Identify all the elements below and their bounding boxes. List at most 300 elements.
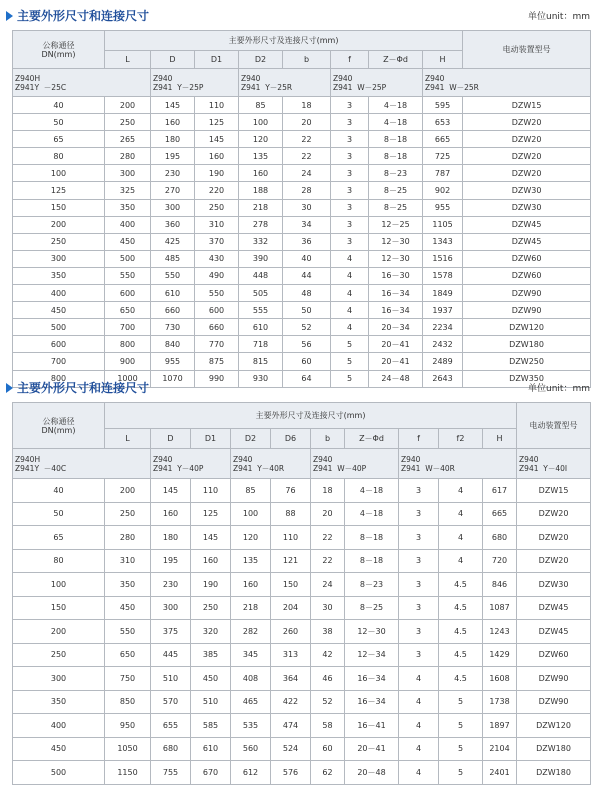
value-cell: 34 <box>283 216 331 233</box>
value-cell: 230 <box>151 573 191 597</box>
actuator-model-cell: DZW30 <box>517 573 591 597</box>
value-cell: 2432 <box>423 336 463 353</box>
value-cell: 310 <box>195 216 239 233</box>
value-cell: 56 <box>283 336 331 353</box>
value-cell: 12－30 <box>369 233 423 250</box>
value-cell: 505 <box>239 285 283 302</box>
value-cell: 120 <box>239 131 283 148</box>
model-label: Z940 Z941 Y－40P <box>151 449 231 479</box>
model-label: Z940H Z941Y －40C <box>13 449 151 479</box>
value-cell: 3 <box>399 526 439 550</box>
table-row <box>13 114 591 131</box>
value-cell: 474 <box>271 714 311 738</box>
value-cell: 5 <box>439 737 483 761</box>
value-cell: 8－18 <box>345 526 399 550</box>
value-cell: 2234 <box>423 319 463 336</box>
dn-cell: 40 <box>13 97 105 114</box>
actuator-model-cell: DZW60 <box>463 267 591 284</box>
dn-cell: 400 <box>13 714 105 738</box>
value-cell: 450 <box>105 596 151 620</box>
value-cell: 125 <box>191 502 231 526</box>
value-cell: 612 <box>231 761 271 785</box>
table-row <box>13 761 591 785</box>
actuator-model-cell: DZW45 <box>517 620 591 644</box>
value-cell: 750 <box>105 667 151 691</box>
dn-cell: 150 <box>13 596 105 620</box>
model-label: Z940H Z941Y －25C <box>13 69 151 97</box>
value-cell: 52 <box>283 319 331 336</box>
value-cell: 12－34 <box>345 643 399 667</box>
column-header: D2 <box>239 51 283 69</box>
value-cell: 58 <box>311 714 345 738</box>
table-row <box>13 714 591 738</box>
dn-cell: 600 <box>13 336 105 353</box>
value-cell: 720 <box>483 549 517 573</box>
dn-cell: 800 <box>13 370 105 387</box>
value-cell: 280 <box>105 526 151 550</box>
value-cell: 20－41 <box>369 336 423 353</box>
value-cell: 250 <box>195 199 239 216</box>
value-cell: 250 <box>105 502 151 526</box>
value-cell: 62 <box>311 761 345 785</box>
value-cell: 8－18 <box>345 549 399 573</box>
column-header: Z－Φd <box>345 429 399 449</box>
value-cell: 4 <box>439 526 483 550</box>
dn-cell: 100 <box>13 165 105 182</box>
value-cell: 660 <box>195 319 239 336</box>
value-cell: 160 <box>195 148 239 165</box>
value-cell: 1050 <box>105 737 151 761</box>
triangle-bullet-icon <box>6 383 13 393</box>
value-cell: 3 <box>331 97 369 114</box>
value-cell: 8－25 <box>369 182 423 199</box>
value-cell: 535 <box>231 714 271 738</box>
value-cell: 12－30 <box>345 620 399 644</box>
value-cell: 360 <box>151 216 195 233</box>
value-cell: 665 <box>483 502 517 526</box>
value-cell: 64 <box>283 370 331 387</box>
value-cell: 680 <box>483 526 517 550</box>
value-cell: 20－41 <box>345 737 399 761</box>
value-cell: 44 <box>283 267 331 284</box>
value-cell: 24 <box>311 573 345 597</box>
value-cell: 180 <box>151 131 195 148</box>
section1-title-text: 主要外形尺寸和连接尺寸 <box>17 9 150 23</box>
value-cell: 430 <box>195 250 239 267</box>
table-row <box>13 302 591 319</box>
value-cell: 510 <box>151 667 191 691</box>
value-cell: 3 <box>399 596 439 620</box>
value-cell: 4 <box>399 761 439 785</box>
value-cell: 595 <box>423 97 463 114</box>
value-cell: 310 <box>105 549 151 573</box>
value-cell: 465 <box>231 690 271 714</box>
column-header: D6 <box>271 429 311 449</box>
column-header: H <box>423 51 463 69</box>
value-cell: 1516 <box>423 250 463 267</box>
column-header: L <box>105 51 151 69</box>
value-cell: 8－23 <box>345 573 399 597</box>
value-cell: 195 <box>151 148 195 165</box>
value-cell: 800 <box>105 336 151 353</box>
value-cell: 755 <box>151 761 191 785</box>
value-cell: 3 <box>331 216 369 233</box>
value-cell: 524 <box>271 737 311 761</box>
value-cell: 385 <box>191 643 231 667</box>
table-row <box>13 667 591 691</box>
value-cell: 4.5 <box>439 596 483 620</box>
value-cell: 85 <box>231 479 271 503</box>
actuator-model-cell: DZW180 <box>463 336 591 353</box>
value-cell: 846 <box>483 573 517 597</box>
value-cell: 730 <box>151 319 195 336</box>
value-cell: 320 <box>191 620 231 644</box>
value-cell: 150 <box>271 573 311 597</box>
value-cell: 22 <box>283 131 331 148</box>
section1-title <box>6 7 149 24</box>
value-cell: 448 <box>239 267 283 284</box>
value-cell: 4 <box>439 502 483 526</box>
dimension-group-header: 主要外形尺寸及连接尺寸(mm) <box>105 31 463 51</box>
value-cell: 2489 <box>423 353 463 370</box>
value-cell: 200 <box>105 479 151 503</box>
value-cell: 725 <box>423 148 463 165</box>
value-cell: 38 <box>311 620 345 644</box>
value-cell: 5 <box>439 761 483 785</box>
value-cell: 950 <box>105 714 151 738</box>
value-cell: 770 <box>195 336 239 353</box>
value-cell: 408 <box>231 667 271 691</box>
table-row <box>13 737 591 761</box>
value-cell: 1849 <box>423 285 463 302</box>
column-header: D <box>151 429 191 449</box>
value-cell: 650 <box>105 643 151 667</box>
column-header: f <box>399 429 439 449</box>
value-cell: 160 <box>239 165 283 182</box>
value-cell: 180 <box>151 526 191 550</box>
dn-cell: 500 <box>13 319 105 336</box>
value-cell: 450 <box>191 667 231 691</box>
value-cell: 190 <box>191 573 231 597</box>
dn-cell: 250 <box>13 643 105 667</box>
column-header: b <box>283 51 331 69</box>
column-header: b <box>311 429 345 449</box>
value-cell: 3 <box>399 502 439 526</box>
value-cell: 1897 <box>483 714 517 738</box>
value-cell: 990 <box>195 370 239 387</box>
value-cell: 270 <box>151 182 195 199</box>
dn-cell: 350 <box>13 690 105 714</box>
value-cell: 4 <box>331 302 369 319</box>
value-cell: 36 <box>283 233 331 250</box>
dimension-table-pn25 <box>12 30 591 388</box>
value-cell: 280 <box>105 148 151 165</box>
value-cell: 110 <box>191 479 231 503</box>
value-cell: 190 <box>195 165 239 182</box>
value-cell: 220 <box>195 182 239 199</box>
model-label: Z940 Z941 Y－25P <box>151 69 239 97</box>
value-cell: 4 <box>399 737 439 761</box>
value-cell: 46 <box>311 667 345 691</box>
value-cell: 718 <box>239 336 283 353</box>
model-label: Z940 Z941 W－40P <box>311 449 399 479</box>
actuator-model-header: 电动装置型号 <box>517 403 591 449</box>
value-cell: 3 <box>331 148 369 165</box>
value-cell: 1429 <box>483 643 517 667</box>
dimension-table-pn40 <box>12 402 591 785</box>
value-cell: 16－41 <box>345 714 399 738</box>
value-cell: 3 <box>331 233 369 250</box>
value-cell: 52 <box>311 690 345 714</box>
section2-unit: 单位unit：mm <box>528 384 590 394</box>
actuator-model-cell: DZW20 <box>463 114 591 131</box>
dn-cell: 200 <box>13 216 105 233</box>
model-label: Z940 Z941 W－25R <box>423 69 591 97</box>
value-cell: 20－41 <box>369 353 423 370</box>
value-cell: 3 <box>331 182 369 199</box>
value-cell: 5 <box>439 690 483 714</box>
actuator-model-cell: DZW120 <box>517 714 591 738</box>
value-cell: 1000 <box>105 370 151 387</box>
value-cell: 135 <box>239 148 283 165</box>
value-cell: 48 <box>283 285 331 302</box>
dn-cell: 400 <box>13 285 105 302</box>
value-cell: 4.5 <box>439 643 483 667</box>
dn-cell: 500 <box>13 761 105 785</box>
value-cell: 76 <box>271 479 311 503</box>
value-cell: 370 <box>195 233 239 250</box>
value-cell: 145 <box>151 97 195 114</box>
dn-cell: 200 <box>13 620 105 644</box>
value-cell: 3 <box>399 549 439 573</box>
value-cell: 260 <box>271 620 311 644</box>
column-header: H <box>483 429 517 449</box>
table-row <box>13 573 591 597</box>
value-cell: 8－25 <box>345 596 399 620</box>
value-cell: 230 <box>151 165 195 182</box>
dn-cell: 65 <box>13 131 105 148</box>
actuator-model-cell: DZW45 <box>517 596 591 620</box>
dn-header: 公称通径 DN(mm) <box>13 31 105 69</box>
value-cell: 840 <box>151 336 195 353</box>
value-cell: 22 <box>311 549 345 573</box>
column-header: f <box>331 51 369 69</box>
value-cell: 218 <box>231 596 271 620</box>
value-cell: 670 <box>191 761 231 785</box>
value-cell: 650 <box>105 302 151 319</box>
value-cell: 4 <box>399 667 439 691</box>
value-cell: 125 <box>195 114 239 131</box>
value-cell: 2401 <box>483 761 517 785</box>
column-header: D1 <box>195 51 239 69</box>
value-cell: 204 <box>271 596 311 620</box>
actuator-model-header: 电动装置型号 <box>463 31 591 69</box>
value-cell: 500 <box>105 250 151 267</box>
value-cell: 24 <box>283 165 331 182</box>
value-cell: 665 <box>423 131 463 148</box>
value-cell: 850 <box>105 690 151 714</box>
value-cell: 1937 <box>423 302 463 319</box>
value-cell: 300 <box>105 165 151 182</box>
value-cell: 100 <box>239 114 283 131</box>
value-cell: 610 <box>151 285 195 302</box>
value-cell: 3 <box>399 573 439 597</box>
value-cell: 16－34 <box>345 667 399 691</box>
value-cell: 445 <box>151 643 191 667</box>
table-row <box>13 690 591 714</box>
value-cell: 160 <box>231 573 271 597</box>
model-label: Z940 Z941 W－25P <box>331 69 423 97</box>
value-cell: 345 <box>231 643 271 667</box>
table-row <box>13 250 591 267</box>
value-cell: 3 <box>331 165 369 182</box>
value-cell: 28 <box>283 182 331 199</box>
value-cell: 450 <box>105 233 151 250</box>
value-cell: 550 <box>105 267 151 284</box>
section1-header <box>0 4 600 26</box>
dn-cell: 450 <box>13 302 105 319</box>
table-row <box>13 353 591 370</box>
value-cell: 3 <box>399 479 439 503</box>
actuator-model-cell: DZW60 <box>463 250 591 267</box>
table-row <box>13 620 591 644</box>
table-row <box>13 549 591 573</box>
dn-cell: 80 <box>13 549 105 573</box>
value-cell: 422 <box>271 690 311 714</box>
value-cell: 1105 <box>423 216 463 233</box>
value-cell: 570 <box>151 690 191 714</box>
value-cell: 655 <box>151 714 191 738</box>
value-cell: 1070 <box>151 370 195 387</box>
dn-header: 公称通径 DN(mm) <box>13 403 105 449</box>
value-cell: 20 <box>283 114 331 131</box>
column-header: f2 <box>439 429 483 449</box>
actuator-model-cell: DZW20 <box>517 502 591 526</box>
value-cell: 16－34 <box>345 690 399 714</box>
table-row <box>13 97 591 114</box>
value-cell: 1243 <box>483 620 517 644</box>
column-header: D <box>151 51 195 69</box>
value-cell: 350 <box>105 573 151 597</box>
value-cell: 250 <box>105 114 151 131</box>
table-row <box>13 319 591 336</box>
value-cell: 4－18 <box>369 114 423 131</box>
value-cell: 680 <box>151 737 191 761</box>
table-row <box>13 285 591 302</box>
column-header: D1 <box>191 429 231 449</box>
column-header: D2 <box>231 429 271 449</box>
value-cell: 325 <box>105 182 151 199</box>
table-row <box>13 216 591 233</box>
value-cell: 18 <box>311 479 345 503</box>
value-cell: 576 <box>271 761 311 785</box>
table-row <box>13 336 591 353</box>
value-cell: 20－34 <box>369 319 423 336</box>
value-cell: 425 <box>151 233 195 250</box>
value-cell: 265 <box>105 131 151 148</box>
value-cell: 1608 <box>483 667 517 691</box>
value-cell: 332 <box>239 233 283 250</box>
table-row <box>13 502 591 526</box>
value-cell: 250 <box>191 596 231 620</box>
value-cell: 300 <box>151 596 191 620</box>
model-label: Z940 Z941 Y－40R <box>231 449 311 479</box>
value-cell: 60 <box>311 737 345 761</box>
value-cell: 4 <box>439 549 483 573</box>
value-cell: 600 <box>195 302 239 319</box>
dn-cell: 100 <box>13 573 105 597</box>
value-cell: 617 <box>483 479 517 503</box>
value-cell: 4 <box>331 267 369 284</box>
value-cell: 218 <box>239 199 283 216</box>
actuator-model-cell: DZW90 <box>517 667 591 691</box>
actuator-model-cell: DZW90 <box>463 302 591 319</box>
value-cell: 1578 <box>423 267 463 284</box>
dn-cell: 700 <box>13 353 105 370</box>
dn-cell: 50 <box>13 114 105 131</box>
actuator-model-cell: DZW30 <box>463 199 591 216</box>
table-row <box>13 165 591 182</box>
actuator-model-cell: DZW45 <box>463 216 591 233</box>
value-cell: 930 <box>239 370 283 387</box>
value-cell: 4.5 <box>439 573 483 597</box>
actuator-model-cell: DZW90 <box>463 285 591 302</box>
actuator-model-cell: DZW120 <box>463 319 591 336</box>
dn-cell: 80 <box>13 148 105 165</box>
value-cell: 282 <box>231 620 271 644</box>
actuator-model-cell: DZW180 <box>517 761 591 785</box>
actuator-model-cell: DZW350 <box>463 370 591 387</box>
value-cell: 3 <box>399 643 439 667</box>
value-cell: 160 <box>151 114 195 131</box>
value-cell: 5 <box>331 353 369 370</box>
value-cell: 364 <box>271 667 311 691</box>
value-cell: 485 <box>151 250 195 267</box>
value-cell: 4－18 <box>345 479 399 503</box>
actuator-model-cell: DZW20 <box>517 526 591 550</box>
section1-unit: 单位unit：mm <box>528 12 590 22</box>
value-cell: 610 <box>191 737 231 761</box>
value-cell: 3 <box>399 620 439 644</box>
dn-cell: 150 <box>13 199 105 216</box>
value-cell: 902 <box>423 182 463 199</box>
value-cell: 8－25 <box>369 199 423 216</box>
value-cell: 5 <box>331 370 369 387</box>
actuator-model-cell: DZW15 <box>463 97 591 114</box>
value-cell: 1150 <box>105 761 151 785</box>
value-cell: 313 <box>271 643 311 667</box>
dn-cell: 125 <box>13 182 105 199</box>
value-cell: 2643 <box>423 370 463 387</box>
value-cell: 400 <box>105 216 151 233</box>
value-cell: 490 <box>195 267 239 284</box>
table-row <box>13 148 591 165</box>
value-cell: 22 <box>283 148 331 165</box>
value-cell: 12－30 <box>369 250 423 267</box>
triangle-bullet-icon <box>6 11 13 21</box>
value-cell: 160 <box>151 502 191 526</box>
value-cell: 120 <box>231 526 271 550</box>
actuator-model-cell: DZW20 <box>463 165 591 182</box>
value-cell: 4－18 <box>369 97 423 114</box>
value-cell: 900 <box>105 353 151 370</box>
value-cell: 815 <box>239 353 283 370</box>
table-row <box>13 233 591 250</box>
dn-cell: 40 <box>13 479 105 503</box>
actuator-model-cell: DZW60 <box>517 643 591 667</box>
section2-title <box>6 379 149 396</box>
actuator-model-cell: DZW15 <box>517 479 591 503</box>
